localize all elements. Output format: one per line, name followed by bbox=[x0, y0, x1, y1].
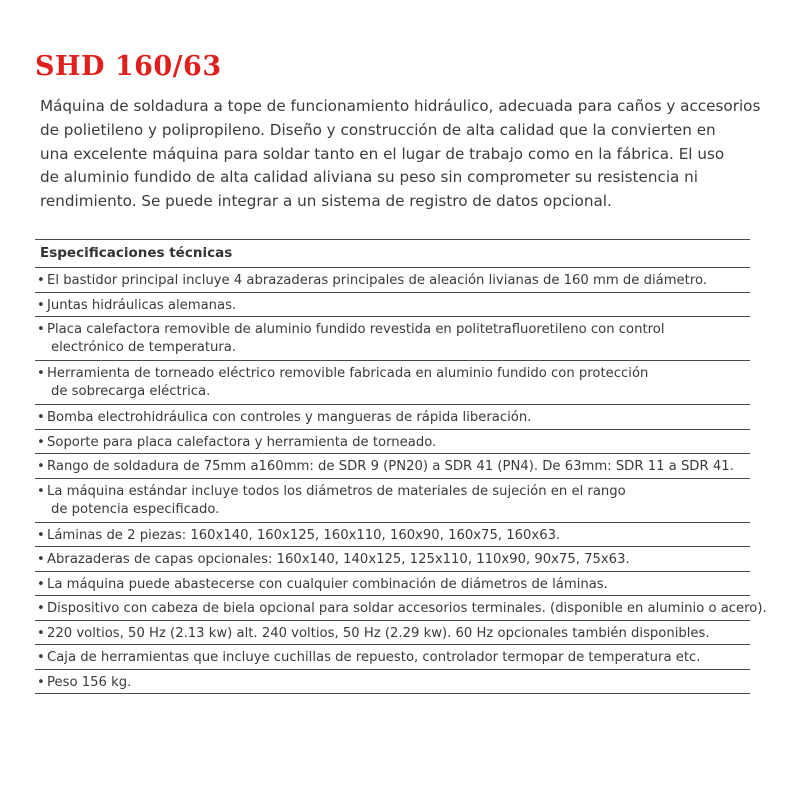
description-line: rendimiento. Se puede integrar a un sistema de registro de datos opcional. bbox=[40, 192, 612, 211]
bullet-icon: • bbox=[37, 297, 45, 313]
spec-item-text-continued: electrónico de temperatura. bbox=[51, 340, 237, 355]
product-description bbox=[40, 95, 775, 214]
description-line: de aluminio fundido de alta calidad aliviana su peso sin comprometer su resistencia ni bbox=[40, 168, 699, 187]
spec-item-text: La máquina estándar incluye todos los diámetros de materiales de sujeción en el rango bbox=[47, 483, 626, 499]
spec-item-text: Rango de soldadura de 75mm a160mm: de SDR 9 (PN20) a SDR 41 (PN4). De 63mm: SDR 11 a SDR 41. bbox=[47, 459, 734, 474]
spec-item-text: Caja de herramientas que incluye cuchillas de repuesto, controlador termopar de temperatura etc. bbox=[47, 650, 701, 665]
spec-item-text: Abrazaderas de capas opcionales: 160x140, 140x125, 125x110, 110x90, 90x75, 75x63. bbox=[47, 552, 630, 567]
spec-item-text: Juntas hidráulicas alemanas. bbox=[47, 297, 237, 313]
spec-item bbox=[35, 547, 750, 572]
product-title: SHD 160/63 bbox=[35, 51, 222, 82]
bullet-icon: • bbox=[37, 434, 45, 450]
spec-item bbox=[35, 454, 750, 479]
bullet-icon: • bbox=[37, 366, 45, 381]
bullet-icon: • bbox=[37, 459, 45, 474]
spec-item bbox=[35, 596, 767, 621]
spec-item-text: Peso 156 kg. bbox=[47, 674, 132, 690]
spec-item bbox=[35, 523, 750, 548]
bullet-icon: • bbox=[37, 410, 45, 425]
spec-item bbox=[35, 645, 750, 670]
spec-item bbox=[35, 430, 750, 455]
bullet-icon: • bbox=[37, 322, 45, 337]
spec-item bbox=[35, 479, 750, 523]
spec-item bbox=[35, 268, 750, 293]
bullet-icon: • bbox=[37, 674, 45, 690]
specifications-heading: Especificaciones técnicas bbox=[35, 240, 750, 268]
bullet-icon: • bbox=[37, 650, 45, 665]
spec-item-text-continued: de sobrecarga eléctrica. bbox=[51, 384, 211, 399]
bullet-icon: • bbox=[37, 601, 45, 616]
spec-item-text: Placa calefactora removible de aluminio fundido revestida en politetrafluoretileno con control bbox=[47, 322, 665, 337]
spec-item-text: Bomba electrohidráulica con controles y mangueras de rápida liberación. bbox=[47, 410, 532, 425]
spec-item bbox=[35, 293, 750, 318]
spec-item bbox=[35, 621, 750, 646]
spec-item bbox=[35, 405, 750, 430]
spec-item bbox=[35, 361, 750, 405]
spec-item-text-continued: de potencia especificado. bbox=[51, 501, 220, 517]
bullet-icon: • bbox=[37, 625, 45, 641]
spec-item-text: Láminas de 2 piezas: 160x140, 160x125, 160x110, 160x90, 160x75, 160x63. bbox=[47, 527, 561, 543]
description-line: una excelente máquina para soldar tanto en el lugar de trabajo como en la fábrica. El uso bbox=[40, 144, 725, 163]
bullet-icon: • bbox=[37, 552, 45, 567]
description-line: de polietileno y polipropileno. Diseño y construcción de alta calidad que la convierten en bbox=[40, 120, 716, 139]
spec-item-text: El bastidor principal incluye 4 abrazaderas principales de aleación livianas de 160 mm de diámetro. bbox=[47, 273, 707, 288]
bullet-icon: • bbox=[37, 273, 45, 288]
bullet-icon: • bbox=[37, 576, 45, 592]
spec-item bbox=[35, 572, 750, 597]
specifications-table bbox=[35, 239, 767, 694]
spec-item-text: Herramienta de torneado eléctrico removible fabricada en aluminio fundido con protección bbox=[47, 366, 649, 381]
spec-item-text: Soporte para placa calefactora y herramienta de torneado. bbox=[47, 434, 437, 450]
bullet-icon: • bbox=[37, 483, 45, 499]
spec-item bbox=[35, 670, 750, 695]
spec-item-text: La máquina puede abastecerse con cualquier combinación de diámetros de láminas. bbox=[47, 576, 608, 592]
description-line: Máquina de soldadura a tope de funcionamiento hidráulico, adecuada para caños y accesorios bbox=[40, 97, 761, 115]
spec-item bbox=[35, 317, 750, 361]
spec-item-text: Dispositivo con cabeza de biela opcional para soldar accesorios terminales. (disponible en aluminio o acero). bbox=[47, 601, 767, 616]
bullet-icon: • bbox=[37, 527, 45, 543]
spec-item-text: 220 voltios, 50 Hz (2.13 kw) alt. 240 voltios, 50 Hz (2.29 kw). 60 Hz opcionales también disponibles. bbox=[47, 625, 710, 641]
